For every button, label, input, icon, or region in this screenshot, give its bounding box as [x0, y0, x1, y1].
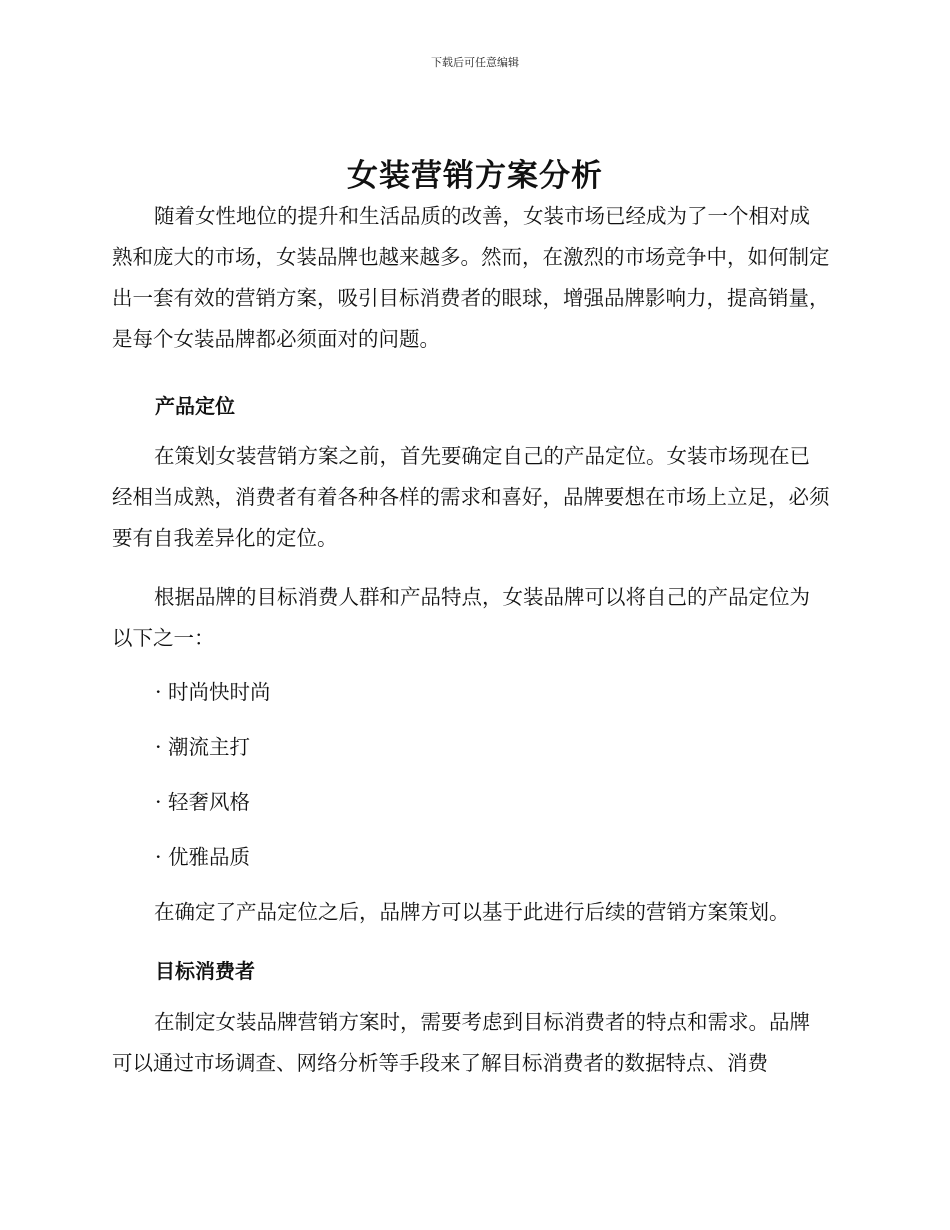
- bullet-item: · 轻奢风格: [155, 790, 251, 814]
- bullet-item: · 潮流主打: [155, 735, 251, 759]
- header-note: 下载后可任意编辑: [431, 56, 519, 69]
- section-heading-target-consumers: 目标消费者: [155, 959, 255, 983]
- document-title: 女装营销方案分析: [347, 158, 603, 194]
- intro-paragraph: 随着女性地位的提升和生活品质的改善，女装市场已经成为了一个相对成熟和庞大的市场，女装品牌也越来越多。然而，在激烈的市场竞争中，如何制定出一套有效的营销方案，吸引目标消费者的眼球，增强品牌影响力，提高销量，是每个女装品牌都必须面对的问题。: [112, 204, 830, 351]
- positioning-paragraph-1: 在策划女装营销方案之前，首先要确定自己的产品定位。女装市场现在已经相当成熟，消费者有着各种各样的需求和喜好，品牌要想在市场上立足，必须要有自我差异化的定位。: [112, 444, 830, 550]
- positioning-paragraph-2: 根据品牌的目标消费人群和产品特点，女装品牌可以将自己的产品定位为以下之一：: [112, 585, 810, 650]
- bullet-item: · 优雅品质: [155, 845, 251, 869]
- target-consumers-paragraph: 在制定女装品牌营销方案时，需要考虑到目标消费者的特点和需求。品牌可以通过市场调查、网络分析等手段来了解目标消费者的数据特点、消费: [112, 1010, 810, 1075]
- positioning-paragraph-3: 在确定了产品定位之后，品牌方可以基于此进行后续的营销方案策划。: [154, 900, 790, 924]
- section-heading-product-positioning: 产品定位: [155, 394, 235, 418]
- bullet-item: · 时尚快时尚: [155, 680, 271, 704]
